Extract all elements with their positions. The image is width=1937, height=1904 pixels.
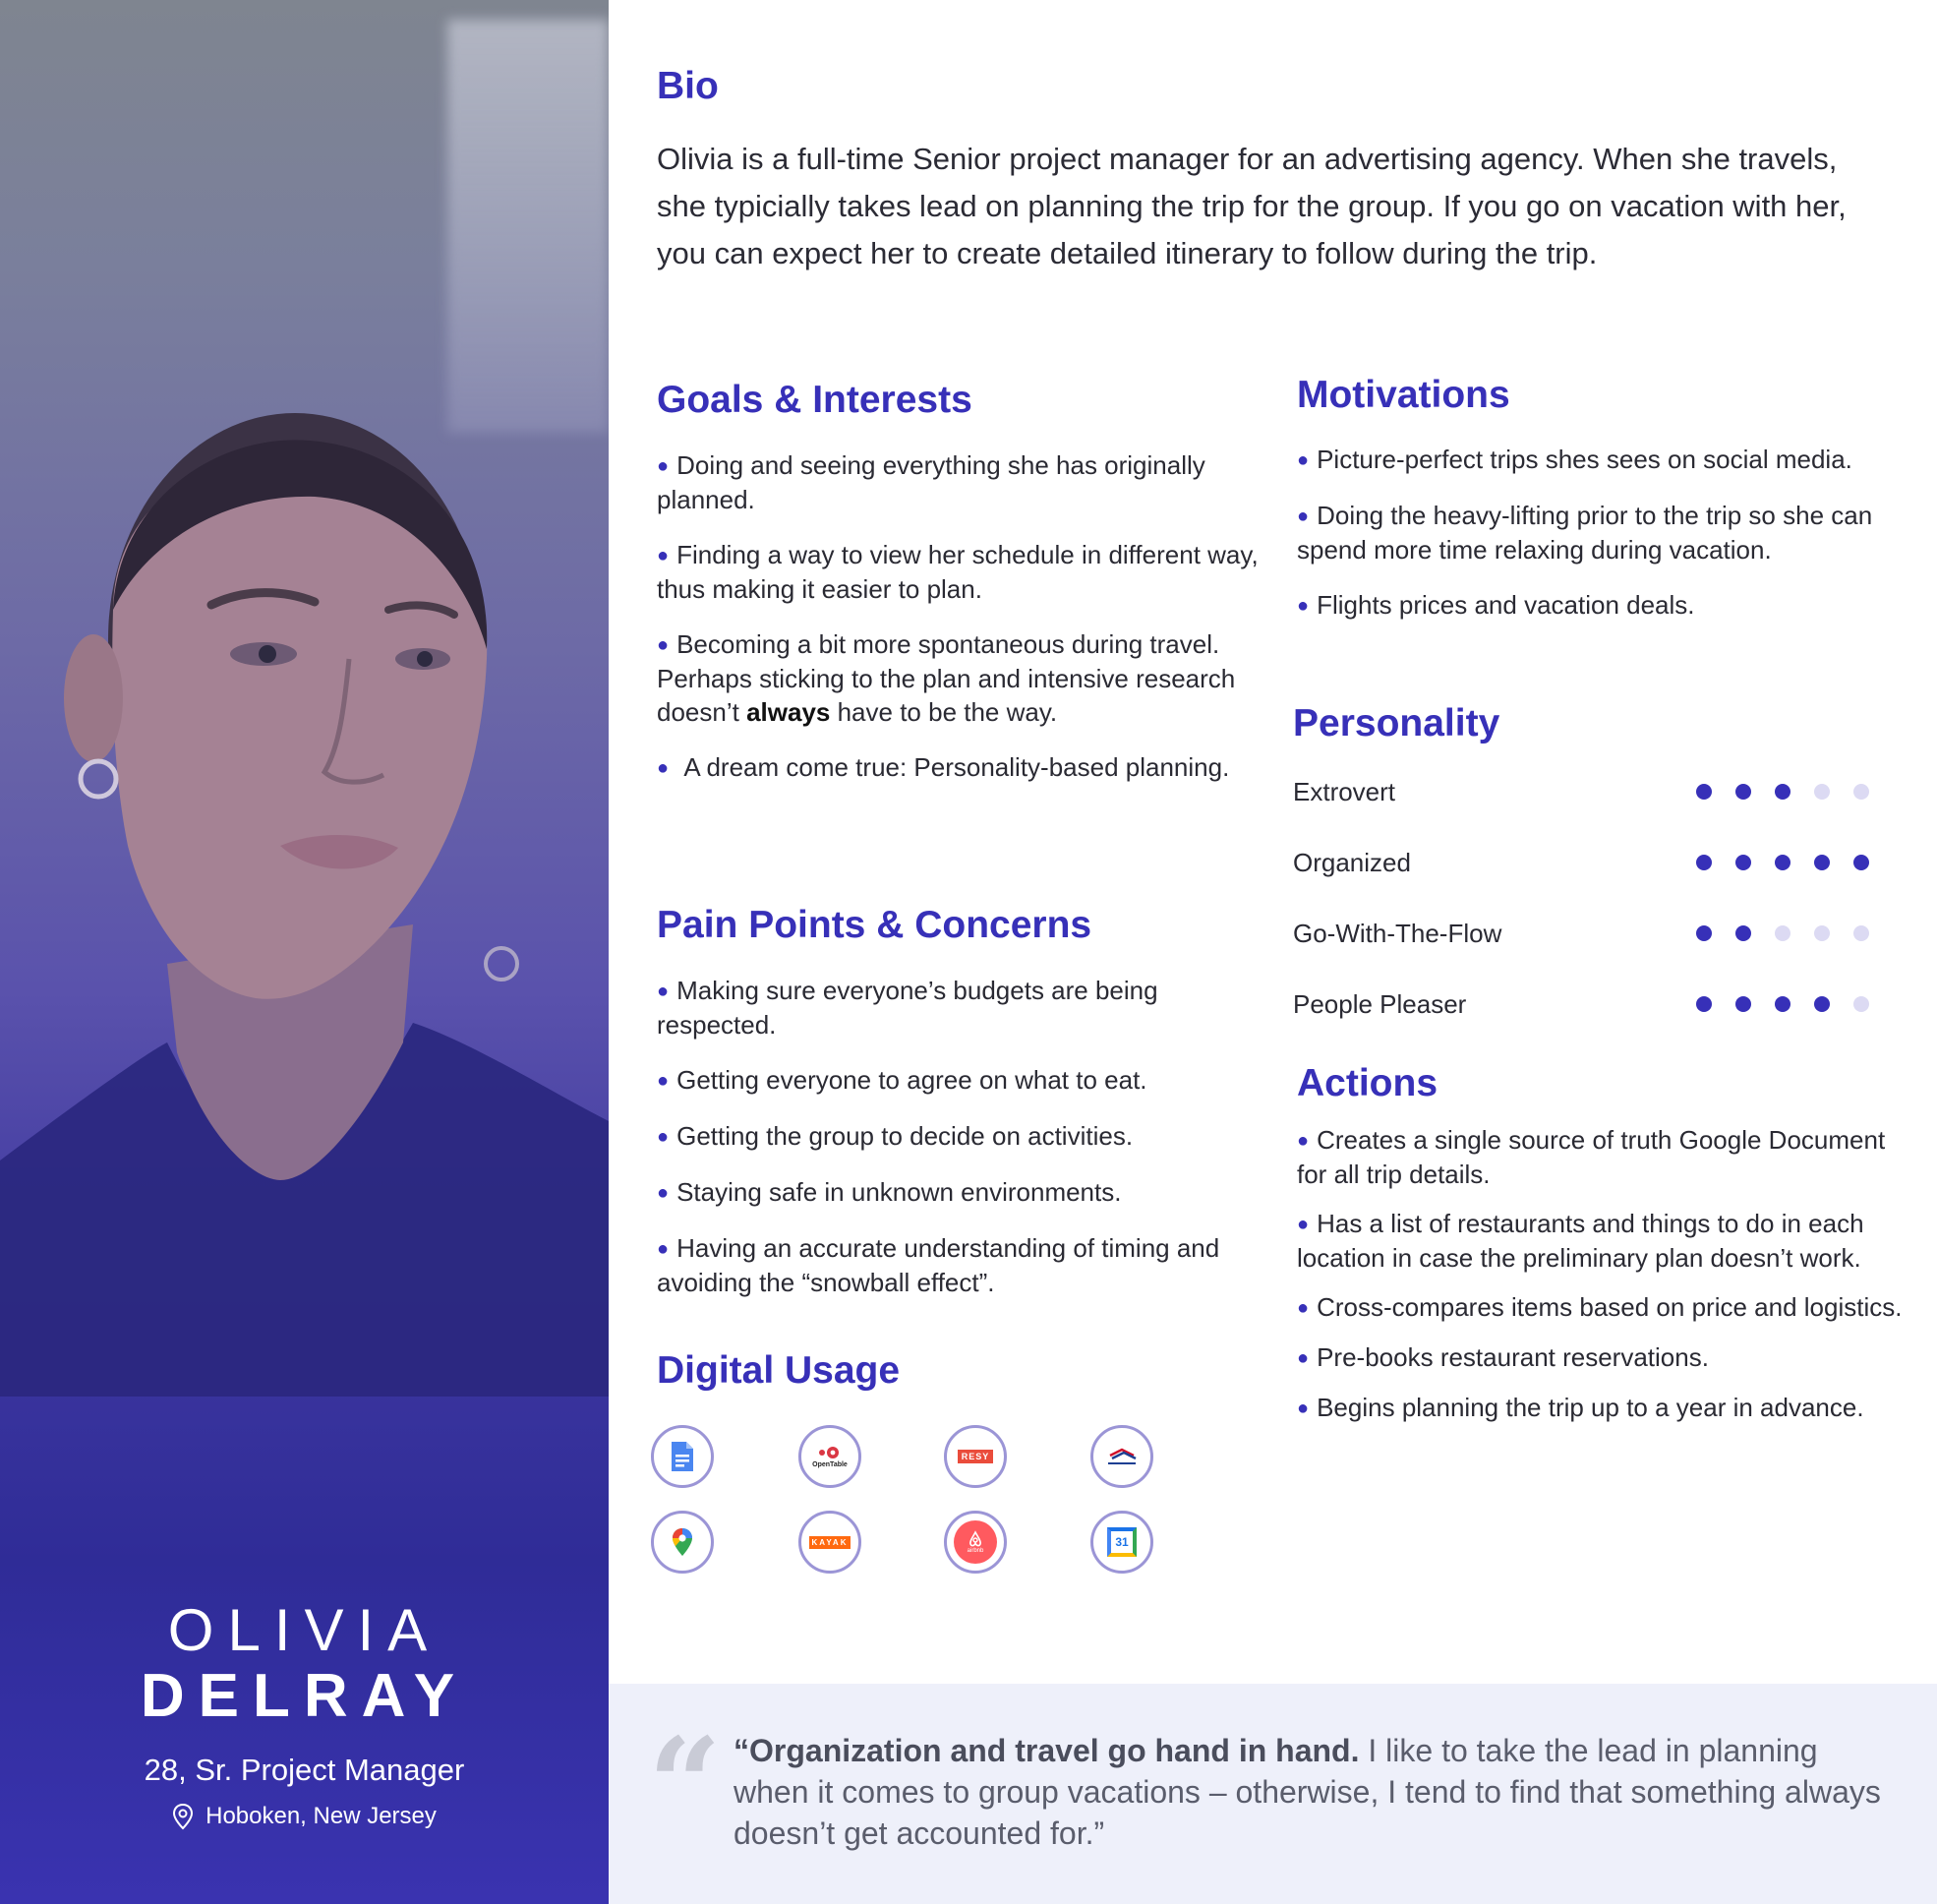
trait-organized xyxy=(1293,843,1883,882)
trait-label: Organized xyxy=(1293,848,1411,877)
opentable-icon[interactable]: OpenTable xyxy=(798,1425,861,1488)
rating-dot-empty xyxy=(1814,925,1830,941)
rating-dot-filled xyxy=(1735,925,1751,941)
actions-list xyxy=(1297,1123,1907,1441)
list-item: ● Flights prices and vacation deals. xyxy=(1297,590,1695,620)
goals-list xyxy=(657,448,1271,806)
rating-dot-filled xyxy=(1775,996,1790,1012)
pain-points-title: Pain Points & Concerns xyxy=(657,904,1092,946)
digital-usage-title: Digital Usage xyxy=(657,1349,901,1392)
trait-rating xyxy=(1696,925,1869,941)
last-name: DELRAY xyxy=(140,1662,469,1730)
location xyxy=(0,1803,609,1830)
location-pin-icon xyxy=(172,1803,194,1830)
rating-dot-filled xyxy=(1775,855,1790,870)
first-name: OLIVIA xyxy=(167,1597,441,1663)
trait-label: Go-With-The-Flow xyxy=(1293,919,1502,948)
rating-dot-filled xyxy=(1735,855,1751,870)
rating-dot-filled xyxy=(1696,996,1712,1012)
motivations-title: Motivations xyxy=(1297,374,1510,416)
google-maps-icon[interactable] xyxy=(651,1511,714,1574)
rating-dot-filled xyxy=(1775,784,1790,800)
profile-panel xyxy=(0,0,609,1904)
list-item: ● A dream come true: Personality-based planning. xyxy=(657,752,1230,782)
rating-dot-filled xyxy=(1853,855,1869,870)
trait-people-pleaser xyxy=(1293,984,1883,1024)
quote-box xyxy=(609,1684,1937,1904)
list-item: ● Creates a single source of truth Google Document for all trip details. xyxy=(1297,1125,1886,1189)
profile-portrait xyxy=(0,413,609,1397)
list-item: ● Getting the group to decide on activities. xyxy=(657,1121,1134,1151)
google-docs-icon[interactable] xyxy=(651,1425,714,1488)
rating-dot-filled xyxy=(1814,996,1830,1012)
list-item: ● Having an accurate understanding of timing and avoiding the “snowball effect”. xyxy=(657,1233,1220,1297)
rating-dot-empty xyxy=(1775,925,1790,941)
rating-dot-filled xyxy=(1735,996,1751,1012)
pain-points-list xyxy=(657,974,1271,1321)
list-item: ● Picture-perfect trips shes sees on social media. xyxy=(1297,445,1852,474)
rating-dot-filled xyxy=(1696,784,1712,800)
rating-dot-empty xyxy=(1853,925,1869,941)
trait-rating xyxy=(1696,855,1869,870)
rating-dot-filled xyxy=(1735,784,1751,800)
trait-extrovert xyxy=(1293,772,1883,811)
trait-go-with-the-flow xyxy=(1293,914,1883,953)
profile-name-block xyxy=(0,1598,609,1830)
rating-dot-empty xyxy=(1814,784,1830,800)
role-text: 28, Sr. Project Manager xyxy=(144,1753,465,1787)
bank-of-america-icon[interactable] xyxy=(1090,1425,1153,1488)
list-item: ● Doing and seeing everything she has originally planned. xyxy=(657,450,1205,514)
rating-dot-filled xyxy=(1696,925,1712,941)
motivations-list xyxy=(1297,443,1907,644)
list-item: ● Cross-compares items based on price and logistics. xyxy=(1297,1292,1903,1322)
rating-dot-filled xyxy=(1696,855,1712,870)
quote-mark-icon: “ xyxy=(648,1709,722,1860)
personality-title: Personality xyxy=(1293,702,1500,744)
list-item: ● Pre-books restaurant reservations. xyxy=(1297,1342,1709,1372)
list-item: ● Making sure everyone’s budgets are being respected. xyxy=(657,976,1158,1040)
list-item: ● Staying safe in unknown environments. xyxy=(657,1177,1122,1207)
list-item: ● Becoming a bit more spontaneous during travel. Perhaps sticking to the plan and intensive research doesn’t always have to be the way. xyxy=(657,629,1236,727)
trait-label: Extrovert xyxy=(1293,777,1396,806)
location-text: Hoboken, New Jersey xyxy=(205,1803,437,1829)
goals-title: Goals & Interests xyxy=(657,379,972,421)
list-item: ● Finding a way to view her schedule in different way, thus making it easier to plan. xyxy=(657,540,1259,604)
list-item: ● Getting everyone to agree on what to eat. xyxy=(657,1065,1147,1095)
list-item: ● Doing the heavy-lifting prior to the trip so she can spend more time relaxing during vacation. xyxy=(1297,501,1873,565)
google-calendar-icon[interactable]: 31 xyxy=(1090,1511,1153,1574)
bio-title: Bio xyxy=(657,65,719,107)
rating-dot-empty xyxy=(1853,784,1869,800)
trait-rating xyxy=(1696,996,1869,1012)
trait-rating xyxy=(1696,784,1869,800)
quote-text: “Organization and travel go hand in hand. I like to take the lead in planning when it comes to group vacations – otherwise, I tend to find that something always doesn’t get accounted for.” xyxy=(734,1733,1881,1851)
window-light xyxy=(447,20,609,433)
rating-dot-filled xyxy=(1814,855,1830,870)
actions-title: Actions xyxy=(1297,1062,1438,1104)
list-item: ● Has a list of restaurants and things to do in each location in case the preliminary plan doesn’t work. xyxy=(1297,1209,1864,1273)
list-item: ● Begins planning the trip up to a year in advance. xyxy=(1297,1393,1864,1422)
airbnb-icon[interactable]: airbnb xyxy=(944,1511,1007,1574)
trait-label: People Pleaser xyxy=(1293,989,1467,1019)
resy-icon[interactable]: RESY xyxy=(944,1425,1007,1488)
bio-text: Olivia is a full-time Senior project manager for an advertising agency. When she travels, she typicially takes lead on planning the trip for the group. If you go on vacation with her, you can expect her to create detailed itinerary to follow during the trip. xyxy=(657,142,1847,270)
kayak-icon[interactable]: KAYAK xyxy=(798,1511,861,1574)
rating-dot-empty xyxy=(1853,996,1869,1012)
